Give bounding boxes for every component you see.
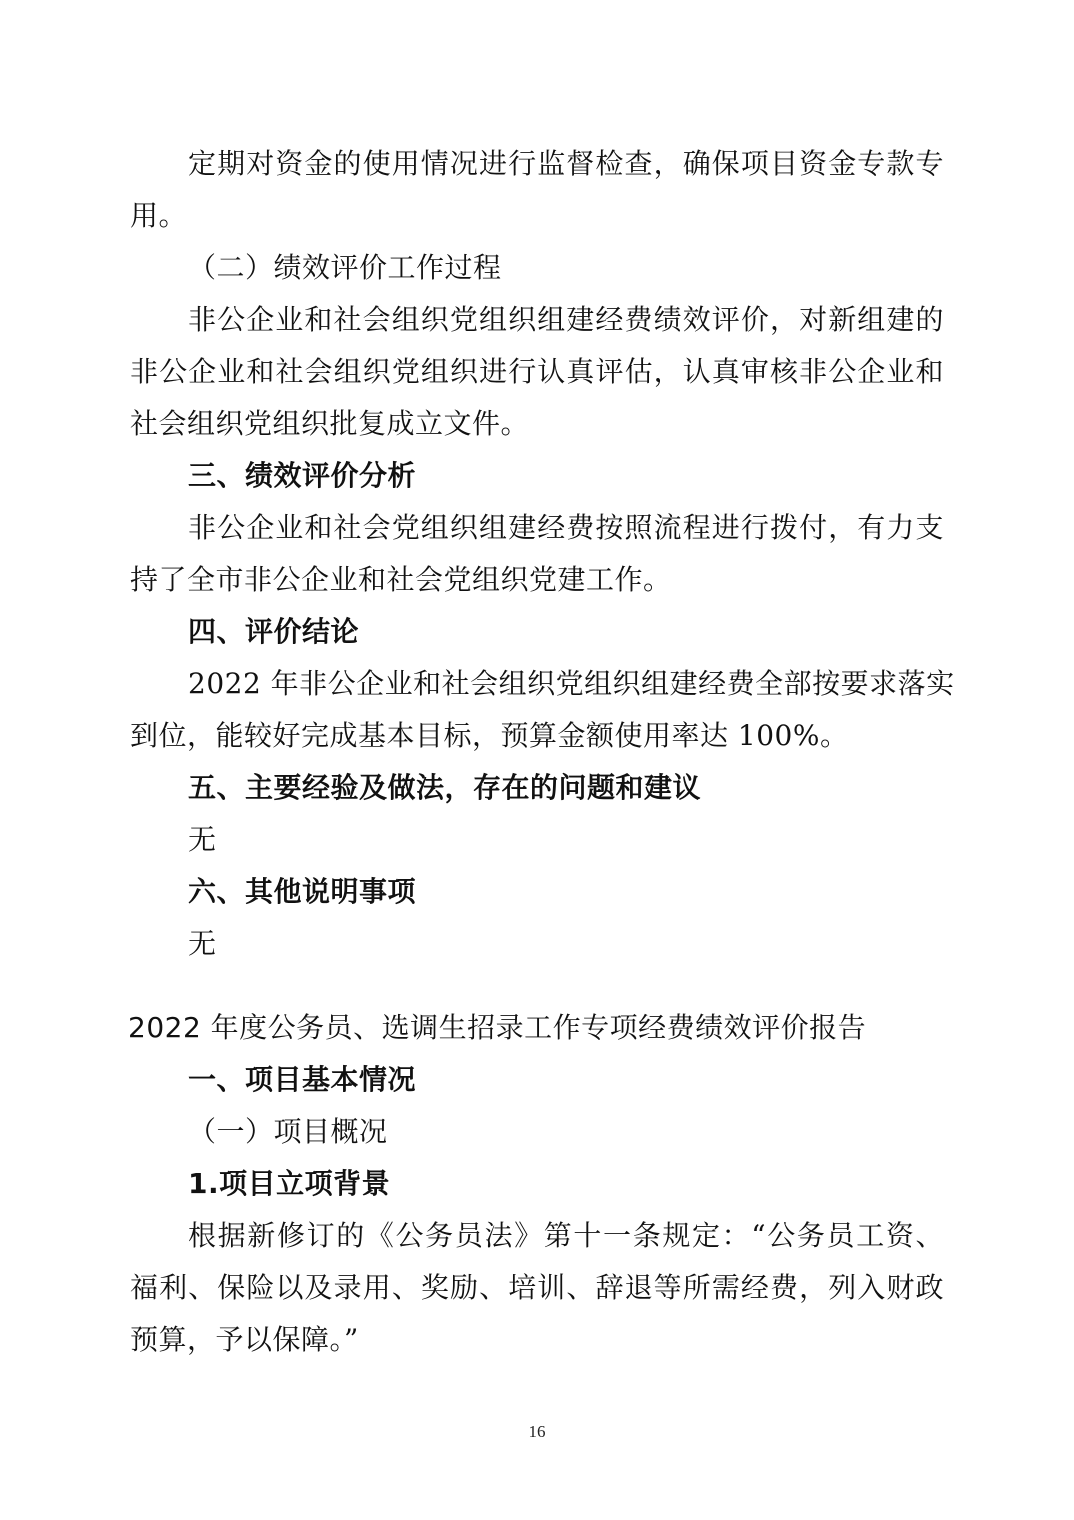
paragraph-line: 无 <box>188 823 217 856</box>
page-number: 16 <box>528 1422 546 1441</box>
paragraph-line: 定期对资金的使用情况进行监督检查，确保项目资金专款专 <box>188 147 944 180</box>
paragraph-line: 福利、保险以及录用、奖励、培训、辞退等所需经费，列入财政 <box>130 1271 944 1304</box>
report-title: 2022 年度公务员、选调生招录工作专项经费绩效评价报告 <box>128 1011 867 1044</box>
paragraph-line: 到位，能较好完成基本目标，预算金额使用率达 100%。 <box>130 719 849 752</box>
section-heading: 三、绩效评价分析 <box>188 459 417 492</box>
paragraph-line: 非公企业和社会党组织组建经费按照流程进行拨付，有力支 <box>188 511 944 544</box>
section-heading: 一、项目基本情况 <box>188 1063 417 1096</box>
numbered-heading: 1.项目立项背景 <box>188 1167 391 1200</box>
paragraph-line: 2022 年非公企业和社会组织党组织组建经费全部按要求落实 <box>188 667 955 700</box>
paragraph-line: 预算，予以保障。” <box>130 1323 359 1356</box>
section-heading: 六、其他说明事项 <box>188 875 417 908</box>
paragraph-line: 非公企业和社会组织党组织组建经费绩效评价，对新组建的 <box>188 303 944 336</box>
subsection-heading: （二）绩效评价工作过程 <box>188 251 502 284</box>
section-heading: 五、主要经验及做法，存在的问题和建议 <box>188 771 702 804</box>
paragraph-line: 用。 <box>130 199 188 232</box>
paragraph-line: 持了全市非公企业和社会党组织党建工作。 <box>130 563 672 596</box>
section-heading: 四、评价结论 <box>188 615 360 648</box>
paragraph-line: 无 <box>188 927 217 960</box>
paragraph-line: 社会组织党组织批复成立文件。 <box>130 407 530 440</box>
paragraph-line: 根据新修订的《公务员法》第十一条规定：“公务员工资、 <box>188 1219 944 1252</box>
paragraph-line: 非公企业和社会组织党组织进行认真评估，认真审核非公企业和 <box>130 355 944 388</box>
subsection-heading: （一）项目概况 <box>188 1115 388 1148</box>
